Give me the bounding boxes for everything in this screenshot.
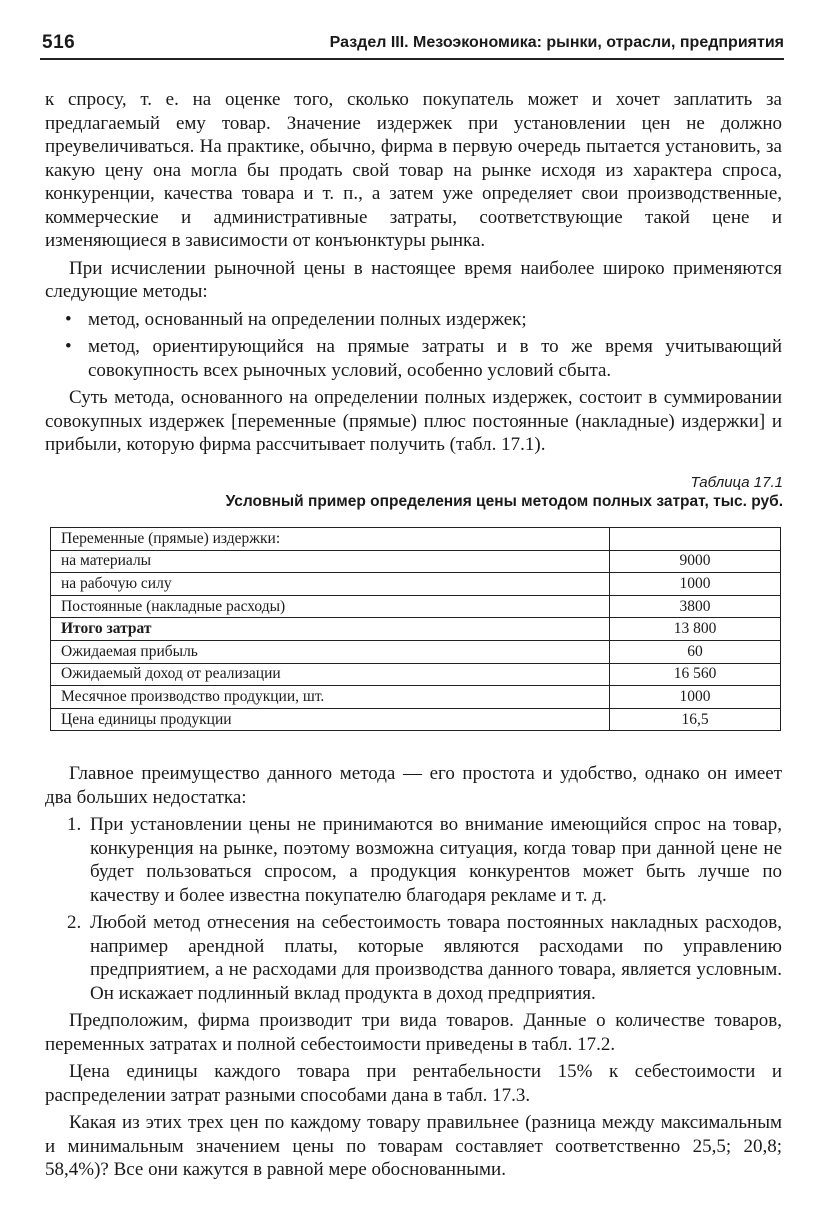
- row-value: [610, 528, 781, 551]
- table-row-total: [51, 618, 781, 641]
- bullet-item: [45, 335, 782, 382]
- row-value: 60: [610, 640, 781, 663]
- table-row: [51, 528, 781, 551]
- row-label: Цена единицы продукции: [51, 708, 610, 731]
- numbered-item: [45, 911, 782, 1005]
- paragraph: При исчислении рыночной цены в настоящее время наиболее широко применяются следующие методы:: [45, 257, 782, 302]
- table-row: [51, 686, 781, 709]
- item-text: Любой метод отнесения на себестоимость товара постоянных накладных расходов, например арендной платы, которые являются расходами по управлению предприятием, а не расходами для производства данного товара, является условным. Он искажает подлинный вклад продукта в доход предприятия.: [90, 912, 782, 1004]
- paragraph: Суть метода, основанного на определении полных издержек, состоит в суммировании совокупных издержек [переменные (прямые) плюс постоянные (накладные) издержки] и прибыли, которую фирма рассчитывает получить (табл. 17.1).: [45, 387, 782, 455]
- row-label: Месячное производство продукции, шт.: [51, 686, 610, 709]
- table-row: [51, 663, 781, 686]
- table-row: [51, 595, 781, 618]
- row-label: Ожидаемый доход от реализации: [51, 663, 610, 686]
- row-label: на материалы: [51, 550, 610, 573]
- item-number: 2.: [67, 912, 82, 933]
- table-row: [51, 550, 781, 573]
- paragraph: Цена единицы каждого товара при рентабельности 15% к себестоимости и распределении затрат разными способами дана в табл. 17.3.: [45, 1061, 782, 1106]
- row-value: 1000: [610, 686, 781, 709]
- page-header: [40, 28, 784, 60]
- page-number: 516: [42, 32, 76, 53]
- paragraph: к спросу, т. е. на оценке того, сколько покупатель может и хочет заплатить за предлагаемый ему товар. Значение издержек при установлении цен не должно преувеличиваться. На практике, обычно, фирма в первую очередь пытается установить, за какую цену она могла бы продать свой товар на рынке исходя из характера спроса, конкуренции, качества товара и т. п., а затем уже определяет свои производственные, коммерческие и административные затраты, соответствующие такой цене и изменяющиеся в зависимости от конъюнктуры рынка.: [45, 89, 782, 251]
- table-caption: [43, 474, 783, 511]
- text-block-bottom: [45, 762, 782, 1186]
- cost-table: [50, 527, 781, 731]
- numbered-item: [45, 813, 782, 907]
- paragraph: Главное преимущество данного метода — его простота и удобство, однако он имеет два больших недостатка:: [45, 763, 782, 808]
- row-label: на рабочую силу: [51, 573, 610, 596]
- row-value: 16,5: [610, 708, 781, 731]
- table-row: [51, 573, 781, 596]
- row-label: Постоянные (накладные расходы): [51, 595, 610, 618]
- bullet-list: [45, 308, 782, 383]
- row-value: 3800: [610, 595, 781, 618]
- paragraph: Какая из этих трех цен по каждому товару правильнее (разница между максимальным и минимальным значением цены по товарам составляет соответственно 25,5; 20,8; 58,4%)? Все они кажутся в равной мере обоснованными.: [45, 1112, 782, 1180]
- bullet-icon: •: [65, 308, 72, 330]
- row-label: Переменные (прямые) издержки:: [51, 528, 610, 551]
- row-value: 16 560: [610, 663, 781, 686]
- row-label: Ожидаемая прибыль: [51, 640, 610, 663]
- table-title: Условный пример определения цены методом полных затрат, тыс. руб.: [225, 493, 783, 510]
- row-value: 9000: [610, 550, 781, 573]
- running-head: Раздел III. Мезоэкономика: рынки, отрасли, предприятия: [329, 34, 784, 51]
- bullet-text: метод, ориентирующийся на прямые затраты и в то же время учитывающий совокупность всех рыночных условий, особенно условий сбыта.: [88, 336, 782, 381]
- row-value: 1000: [610, 573, 781, 596]
- table-row: [51, 708, 781, 731]
- paragraph: Предположим, фирма производит три вида товаров. Данные о количестве товаров, переменных затратах и полной себестоимости приведены в табл. 17.2.: [45, 1010, 782, 1055]
- item-number: 1.: [67, 814, 82, 835]
- table-number: Таблица 17.1: [690, 474, 783, 491]
- bullet-text: метод, основанный на определении полных издержек;: [88, 308, 527, 330]
- text-block-top: [45, 88, 782, 461]
- numbered-list: [45, 813, 782, 1005]
- row-label: Итого затрат: [51, 618, 610, 641]
- bullet-item: [45, 308, 782, 332]
- row-value: 13 800: [610, 618, 781, 641]
- table-row: [51, 640, 781, 663]
- item-text: При установлении цены не принимаются во внимание имеющийся спрос на товар, конкуренция на рынке, поэтому возможна ситуация, когда товар при данной цене не будет пользоваться спросом, а продукция конкурентов может быть лучше по качеству и более известна покупателю благодаря рекламе и т. д.: [90, 814, 782, 906]
- bullet-icon: •: [65, 336, 72, 357]
